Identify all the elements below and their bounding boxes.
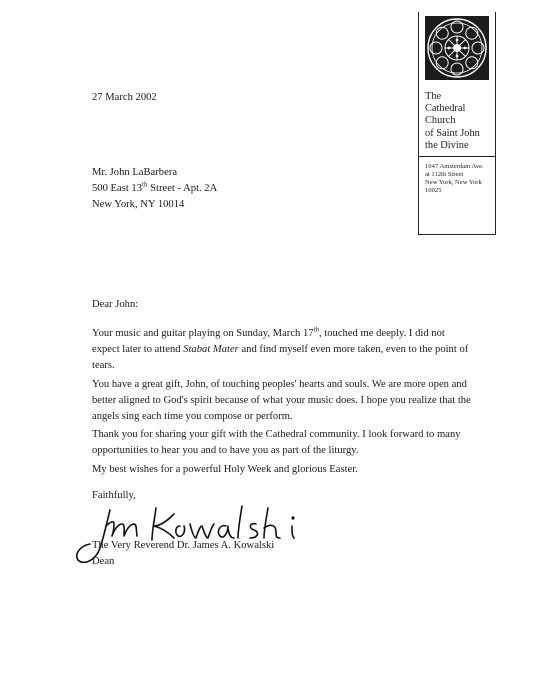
paragraph-4: My best wishes for a powerful Holy Week and glorious Easter.: [92, 464, 358, 475]
recipient-street: 500 East 13th Street - Apt. 2A: [92, 180, 218, 194]
letterhead-name: The Cathedral Church of Saint John the Divine: [425, 91, 480, 151]
rose-window-logo: [425, 16, 489, 80]
recipient-city: New York, NY 10014: [92, 199, 185, 210]
closing: Faithfully,: [92, 490, 136, 501]
paragraph-3: Thank you for sharing your gift with the Cathedral community. I look forward to many opportunities to hear you and to have you as part of the liturgy.: [92, 429, 461, 456]
recipient-name: Mr. John LaBarbera: [92, 167, 178, 178]
letterhead-address: 1047 Amsterdam Ave. at 112th Street New York, New York 10025: [425, 163, 484, 194]
signer-title: Dean: [92, 556, 115, 567]
letter-date: 27 March 2002: [92, 92, 157, 103]
salutation: Dear John:: [92, 299, 139, 310]
paragraph-1: Your music and guitar playing on Sunday, March 17th, touched me deeply. I did not expect later to attend Stabat Mater and find myself even more taken, even to the point of tears.: [92, 325, 469, 371]
signer-name: The Very Reverend Dr. James A. Kowalski: [92, 540, 275, 551]
letterhead-divider: [418, 156, 495, 157]
paragraph-2: You have a great gift, John, of touching peoples' hearts and souls. We are more open and better aligned to God's spirit because of what your music does. I hope you realize that the angels sing each time you compose or perform.: [92, 379, 471, 422]
